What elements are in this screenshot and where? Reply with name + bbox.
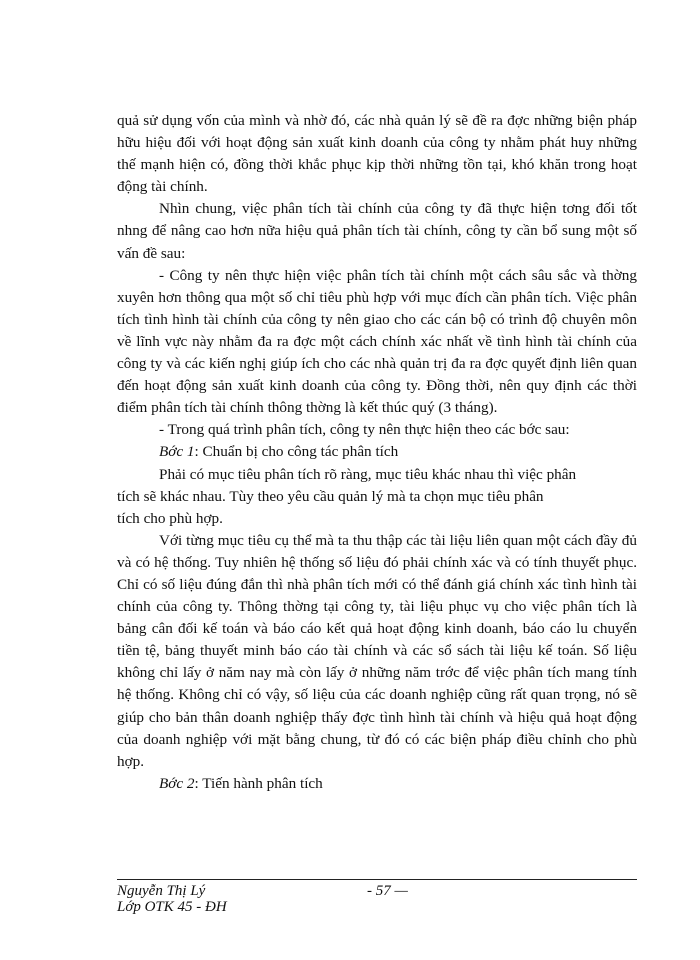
step-2-heading [117, 773, 637, 795]
paragraph-continuation: quả sử dụng vốn của mình và nhờ đó, các nhà quản lý sẽ đề ra đợc những biện pháp hữu hiệu đối với hoạt động sản xuất kinh doanh của công ty nhằm phát huy những thế mạnh hiện có, đồng thời khắc phục kịp thời những tồn tại, khó khăn trong hoạt động tài chính. [117, 112, 637, 196]
paragraph-steps-intro: - Trong quá trình phân tích, công ty nên thực hiện theo các bớc sau: [159, 421, 570, 439]
page-number: - 57 — [367, 883, 408, 899]
footer-author: Nguyễn Thị Lý [117, 883, 206, 899]
step-1-line-2: tích sẽ khác nhau. Tùy theo yêu cầu quản lý mà ta chọn mục tiêu phân [117, 487, 544, 505]
step-1-title: : Chuẩn bị cho công tác phân tích [194, 443, 399, 461]
step-1-heading [117, 441, 637, 463]
paragraph-data-collection: Với từng mục tiêu cụ thể mà ta thu thập các tài liệu liên quan một cách đầy đủ và có hệ thống. Tuy nhiên hệ thống số liệu đó phải chính xác và có tính thuyết phục. Chỉ có số liệu đúng đắn thì nhà phân tích mới có thể đánh giá chính xác tình hình tài chính của công ty. Thông thờng tại công ty, tài liệu phục vụ cho việc phân tích là bảng cân đối kế toán và báo cáo kết quả hoạt động kinh doanh, báo cáo lu chuyển tiền tệ, bảng thuyết minh báo cáo tài chính và các sổ sách tài liệu kế toán. Số liệu không chỉ lấy ở năm nay mà còn lấy ở những năm trớc để việc phân tích mang tính hệ thống. Không chỉ có vậy, số liệu của các doanh nghiệp cũng rất quan trọng, nó sẽ giúp cho bản thân doanh nghiệp thấy đợc tình hình tài chính và hiệu quả hoạt động của doanh nghiệp với mặt bằng chung, từ đó có các biện pháp điều chỉnh cho phù hợp. [117, 531, 637, 770]
step-2-title: : Tiến hành phân tích [194, 774, 323, 792]
body-text [117, 110, 637, 795]
step-2-label: Bớc 2 [159, 774, 195, 792]
step-1-line-3: tích cho phù hợp. [117, 509, 223, 527]
paragraph-recommendation: - Công ty nên thực hiện việc phân tích tài chính một cách sâu sắc và thờng xuyên hơn thông qua một số chỉ tiêu phù hợp với mục đích cần phân tích. Việc phân tích tình hình tài chính của công ty nên giao cho các cán bộ có trình độ chuyên môn về lĩnh vực này nhằm đa ra đợc một cách chính xác nhất về tình hình tài chính của công ty và các kiến nghị giúp ích cho các nhà quản trị đa ra đợc quyết định liên quan đến hoạt động sản xuất kinh doanh của công ty. Đồng thời, nên quy định các thời điểm phân tích tài chính thông thờng là kết thúc quý (3 tháng). [117, 266, 637, 417]
footer-divider [117, 879, 637, 880]
step-1-line-1: Phải có mục tiêu phân tích rõ ràng, mục tiêu khác nhau thì việc phân [159, 465, 577, 483]
footer-class: Lớp OTK 45 - ĐH [117, 899, 227, 915]
step-1-label: Bớc 1 [159, 443, 195, 461]
paragraph-overview: Nhìn chung, việc phân tích tài chính của công ty đã thực hiện tơng đối tốt nhng để nâng cao hơn nữa hiệu quả phân tích tài chính, công ty cần bổ sung một số vấn đề sau: [117, 200, 637, 262]
